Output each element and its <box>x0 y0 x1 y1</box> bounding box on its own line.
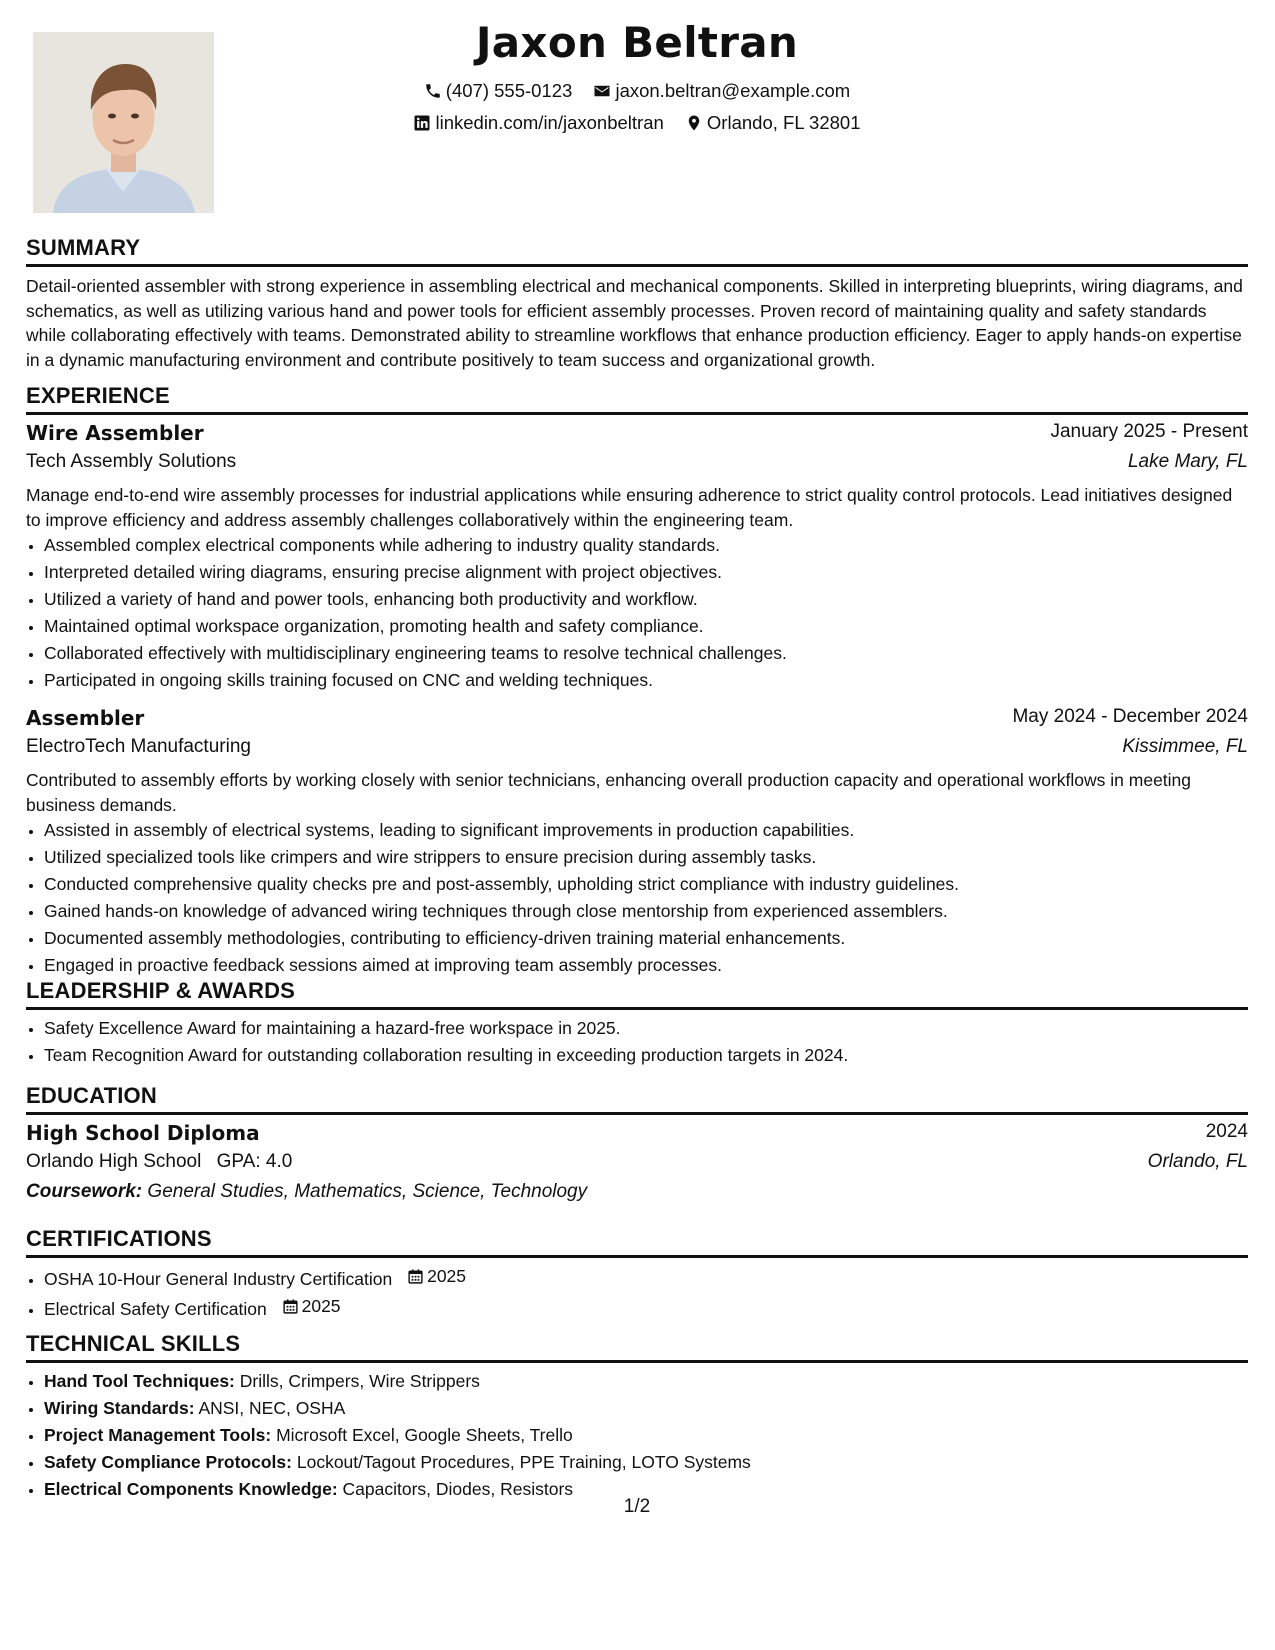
skill-value: ANSI, NEC, OSHA <box>198 1398 346 1418</box>
skills-heading: TECHNICAL SKILLS <box>26 1331 1248 1363</box>
job-description: Contributed to assembly efforts by working closely with senior technicians, enhancing overall production capacity and operational workflows in meeting business demands. <box>26 770 1192 815</box>
skill-label: Wiring Standards: <box>44 1398 195 1418</box>
school-name: Orlando High School <box>26 1151 202 1172</box>
education-location: Orlando, FL <box>1147 1151 1248 1172</box>
calendar-icon <box>407 1268 424 1285</box>
job-title: Assembler <box>26 706 145 730</box>
job-header <box>26 706 1248 736</box>
linkedin-contact[interactable] <box>413 112 663 134</box>
gpa: GPA: 4.0 <box>216 1151 293 1172</box>
job-subheader <box>26 736 1248 766</box>
certifications-heading: CERTIFICATIONS <box>26 1226 1248 1258</box>
skill-label: Electrical Components Knowledge: <box>44 1479 338 1499</box>
list-item <box>44 1449 1248 1476</box>
summary-text: Detail-oriented assembler with strong experience in assembling electrical and mechanical components. Skilled in interpreting blueprints, wiring diagrams, and schematics, as well as utilizing various hand and power tools for efficient assembly processes. Proven record of maintaining quality and safety standards while collaborating effectively with teams. Demonstrated ability to streamline workflows that enhance production efficiency. Eager to apply hands-on expertise in a dynamic manufacturing environment and contribute positively to team success and organizational growth. <box>26 276 1243 370</box>
list-item <box>44 1422 1248 1449</box>
skills-list <box>26 1368 1248 1503</box>
education-header <box>26 1121 1248 1151</box>
list-item: • Assisted in assembly of electrical systems, leading to significant improvements in production capabilities. <box>44 817 1248 844</box>
job-dates: May 2024 - December 2024 <box>1012 706 1248 727</box>
email-text: jaxon.beltran@example.com <box>615 80 851 101</box>
degree: High School Diploma <box>26 1121 260 1145</box>
phone-contact[interactable] <box>424 80 573 102</box>
experience-heading: EXPERIENCE <box>26 383 1248 415</box>
list-item <box>44 1293 1248 1323</box>
list-item: • Participated in ongoing skills training focused on CNC and welding techniques. <box>44 667 1248 694</box>
education-subheader <box>26 1151 1248 1181</box>
skill-label: Hand Tool Techniques: <box>44 1371 235 1391</box>
education-section <box>26 1083 1248 1203</box>
location-contact <box>685 112 861 134</box>
certification-name: Electrical Safety Certification <box>44 1299 267 1319</box>
job-entry <box>26 421 1248 694</box>
leadership-list <box>26 1015 1248 1069</box>
skill-value: Microsoft Excel, Google Sheets, Trello <box>276 1425 573 1445</box>
candidate-name: Jaxon Beltran <box>475 18 799 67</box>
skill-label: Safety Compliance Protocols: <box>44 1452 292 1472</box>
skill-value: Capacitors, Diodes, Resistors <box>342 1479 574 1499</box>
certification-date <box>282 1293 341 1320</box>
phone-icon <box>424 82 442 100</box>
list-item: • Safety Excellence Award for maintaining a hazard-free workspace in 2025. <box>44 1015 1248 1042</box>
certifications-list <box>26 1263 1248 1323</box>
coursework-label: Coursework: <box>26 1181 143 1202</box>
job-company: ElectroTech Manufacturing <box>26 736 251 757</box>
job-location: Kissimmee, FL <box>1122 736 1248 757</box>
contact-row-1 <box>26 80 1248 105</box>
list-item: • Interpreted detailed wiring diagrams, ensuring precise alignment with project objectives. <box>44 559 1248 586</box>
list-item: • Engaged in proactive feedback sessions aimed at improving team assembly processes. <box>44 952 1248 979</box>
job-entry <box>26 706 1248 979</box>
list-item <box>44 1263 1248 1293</box>
job-company: Tech Assembly Solutions <box>26 451 237 472</box>
list-item: • Utilized specialized tools like crimpers and wire strippers to ensure precision during assembly tasks. <box>44 844 1248 871</box>
summary-section <box>26 235 1248 372</box>
job-header <box>26 421 1248 451</box>
list-item: • Maintained optimal workspace organization, promoting health and safety compliance. <box>44 613 1248 640</box>
contact-row-2 <box>26 112 1248 137</box>
certification-date <box>407 1263 466 1290</box>
resume-page <box>26 0 1248 1650</box>
list-item: • Documented assembly methodologies, contributing to efficiency-driven training material enhancements. <box>44 925 1248 952</box>
certification-name: OSHA 10-Hour General Industry Certification <box>44 1269 393 1289</box>
job-bullets <box>26 532 1248 694</box>
job-subheader <box>26 451 1248 481</box>
job-title: Wire Assembler <box>26 421 204 445</box>
list-item: • Gained hands-on knowledge of advanced wiring techniques through close mentorship from experienced assemblers. <box>44 898 1248 925</box>
school-line <box>26 1151 292 1173</box>
job-bullets <box>26 817 1248 979</box>
education-entry <box>26 1121 1248 1203</box>
education-year: 2024 <box>1205 1121 1248 1142</box>
page-number: 1/2 <box>623 1496 651 1517</box>
skill-value: Drills, Crimpers, Wire Strippers <box>239 1371 480 1391</box>
certification-year: 2025 <box>427 1266 467 1286</box>
job-description: Manage end-to-end wire assembly processes for industrial applications while ensuring adherence to strict quality control protocols. Lead initiatives designed to improve efficiency and address assembly challenges collaboratively within the engineering team. <box>26 485 1233 530</box>
envelope-icon <box>593 82 611 100</box>
phone-text: (407) 555-0123 <box>445 80 573 101</box>
coursework-text: General Studies, Mathematics, Science, Technology <box>147 1181 588 1202</box>
linkedin-text: linkedin.com/in/jaxonbeltran <box>435 112 664 133</box>
list-item: • Assembled complex electrical components while adhering to industry quality standards. <box>44 532 1248 559</box>
certifications-section <box>26 1226 1248 1323</box>
certification-year: 2025 <box>301 1296 341 1316</box>
job-dates: January 2025 - Present <box>1050 421 1248 442</box>
list-item: • Utilized a variety of hand and power tools, enhancing both productivity and workflow. <box>44 586 1248 613</box>
job-location: Lake Mary, FL <box>1127 451 1248 472</box>
calendar-icon <box>282 1298 299 1315</box>
coursework-line <box>26 1181 1248 1203</box>
skills-section <box>26 1331 1248 1503</box>
list-item: • Team Recognition Award for outstanding collaboration resulting in exceeding production targets in 2024. <box>44 1042 1248 1069</box>
list-item: • Conducted comprehensive quality checks pre and post-assembly, upholding strict compliance with industry guidelines. <box>44 871 1248 898</box>
summary-heading: SUMMARY <box>26 235 1248 267</box>
list-item <box>44 1368 1248 1395</box>
education-heading: EDUCATION <box>26 1083 1248 1115</box>
experience-section <box>26 383 1248 979</box>
email-contact[interactable] <box>593 80 850 102</box>
leadership-heading: LEADERSHIP & AWARDS <box>26 978 1248 1010</box>
list-item <box>44 1395 1248 1422</box>
list-item: • Collaborated effectively with multidisciplinary engineering teams to resolve technical challenges. <box>44 640 1248 667</box>
leadership-section <box>26 978 1248 1069</box>
skill-label: Project Management Tools: <box>44 1425 272 1445</box>
linkedin-icon <box>413 114 431 132</box>
location-text: Orlando, FL 32801 <box>706 112 861 133</box>
map-pin-icon <box>685 114 703 132</box>
skill-value: Lockout/Tagout Procedures, PPE Training, LOTO Systems <box>296 1452 751 1472</box>
